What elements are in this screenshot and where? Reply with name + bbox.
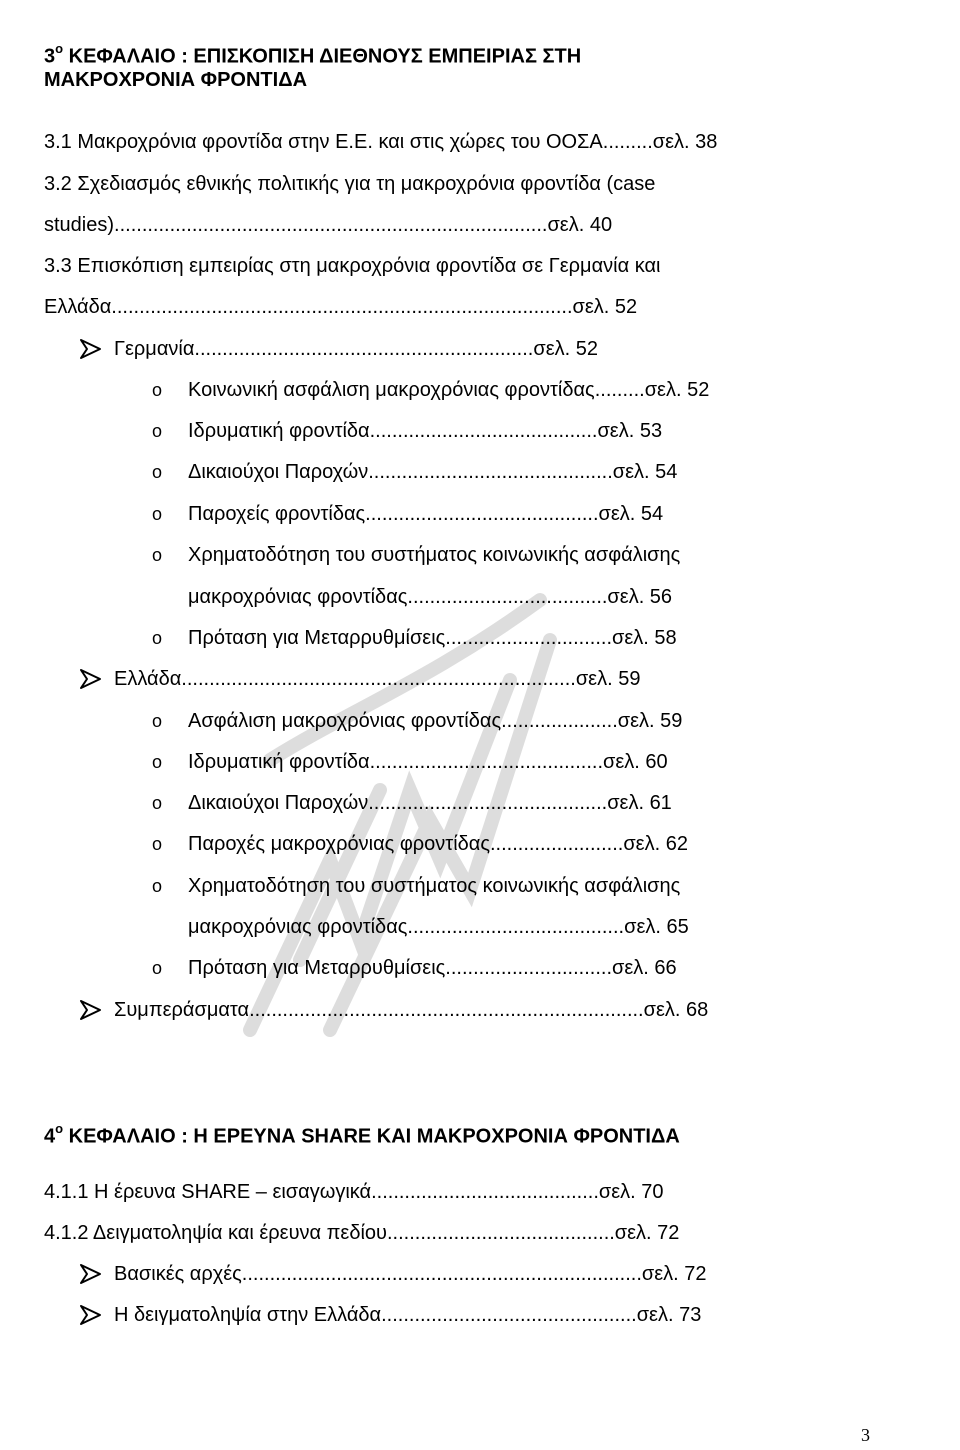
- circle-bullet-icon: o: [152, 752, 163, 772]
- toc-entry[interactable]: Πρόταση για Μεταρρυθμίσεις..............................σελ. 66: [188, 957, 677, 979]
- circle-bullet-icon: o: [152, 628, 163, 648]
- chapter-4-heading: [44, 1118, 680, 1150]
- arrowhead-bullet-icon: [78, 668, 104, 690]
- toc-entry[interactable]: 3.1 Μακροχρόνια φροντίδα στην Ε.Ε. και στις χώρες του ΟΟΣΑ.........σελ. 38: [44, 131, 718, 153]
- toc-entry[interactable]: Ασφάλιση μακροχρόνιας φροντίδας.....................σελ. 59: [188, 710, 683, 732]
- chapter-4-title: ΚΕΦΑΛΑΙΟ : Η ΕΡΕΥΝΑ SHARE ΚΑΙ ΜΑΚΡΟΧΡΟΝΙΑ ΦΡΟΝΤΙΔΑ: [63, 1125, 680, 1148]
- circle-bullet-icon: o: [152, 876, 163, 896]
- toc-entry[interactable]: Η δειγματοληψία στην Ελλάδα..............................................σελ. 73: [114, 1304, 702, 1326]
- chapter-4-ordinal: ο: [55, 1121, 64, 1136]
- toc-entry[interactable]: Δικαιούχοι Παροχών...........................................σελ. 61: [188, 792, 672, 814]
- circle-bullet-icon: o: [152, 504, 163, 524]
- arrowhead-bullet-icon: [78, 1304, 104, 1326]
- chapter-4-number: 4: [44, 1125, 56, 1148]
- chapter-3-heading-line-2: ΜΑΚΡΟΧΡΟΝΙΑ ΦΡΟΝΤΙΔΑ: [44, 69, 308, 91]
- toc-entry[interactable]: Δικαιούχοι Παροχών............................................σελ. 54: [188, 461, 678, 483]
- chapter-3-ordinal: ο: [55, 41, 64, 56]
- toc-entry[interactable]: Βασικές αρχές........................................................................σελ. 72: [114, 1263, 707, 1285]
- toc-entry: Χρηματοδότηση του συστήματος κοινωνικής ασφάλισης: [188, 544, 681, 566]
- circle-bullet-icon: o: [152, 834, 163, 854]
- circle-bullet-icon: o: [152, 793, 163, 813]
- toc-entry[interactable]: 4.1.2 Δειγματοληψία και έρευνα πεδίου.........................................σελ. 72: [44, 1222, 680, 1244]
- toc-entry[interactable]: μακροχρόνιας φροντίδας....................................σελ. 56: [188, 586, 673, 608]
- chapter-3-title-line-1: ΚΕΦΑΛΑΙΟ : ΕΠΙΣΚΟΠΙΣΗ ΔΙΕΘΝΟΥΣ ΕΜΠΕΙΡΙΑΣ ΣΤΗ: [63, 45, 582, 68]
- toc-entry: Χρηματοδότηση του συστήματος κοινωνικής ασφάλισης: [188, 875, 681, 897]
- toc-entry[interactable]: Ιδρυματική φροντίδα.........................................σελ. 53: [188, 420, 663, 442]
- page-number: 3: [861, 1425, 870, 1445]
- toc-entry[interactable]: Ιδρυματική φροντίδα..........................................σελ. 60: [188, 751, 668, 773]
- circle-bullet-icon: o: [152, 958, 163, 978]
- circle-bullet-icon: o: [152, 545, 163, 565]
- circle-bullet-icon: o: [152, 462, 163, 482]
- toc-entry: 3.3 Επισκόπιση εμπειρίας στη μακροχρόνια φροντίδα σε Γερμανία και: [44, 255, 661, 277]
- circle-bullet-icon: o: [152, 421, 163, 441]
- arrowhead-bullet-icon: [78, 1263, 104, 1285]
- toc-entry[interactable]: Κοινωνική ασφάλιση μακροχρόνιας φροντίδας.........σελ. 52: [188, 379, 710, 401]
- toc-entry[interactable]: Ελλάδα.......................................................................σελ. 59: [114, 668, 641, 690]
- chapter-3-number: 3: [44, 45, 56, 68]
- toc-entry[interactable]: studies)..............................................................................σελ. 40: [44, 214, 613, 236]
- circle-bullet-icon: o: [152, 380, 163, 400]
- toc-entry[interactable]: μακροχρόνιας φροντίδας.......................................σελ. 65: [188, 916, 689, 938]
- toc-entry[interactable]: Παροχές μακροχρόνιας φροντίδας........................σελ. 62: [188, 833, 688, 855]
- toc-entry[interactable]: Παροχείς φροντίδας..........................................σελ. 54: [188, 503, 664, 525]
- toc-entry[interactable]: Συμπεράσματα.......................................................................σελ. 68: [114, 999, 709, 1021]
- arrowhead-bullet-icon: [78, 999, 104, 1021]
- toc-entry[interactable]: Γερμανία.............................................................σελ. 52: [114, 338, 598, 360]
- chapter-3-heading: [44, 38, 581, 70]
- toc-entry[interactable]: Ελλάδα...................................................................................σελ. 52: [44, 296, 638, 318]
- arrowhead-bullet-icon: [78, 338, 104, 360]
- toc-entry[interactable]: 4.1.1 Η έρευνα SHARE – εισαγωγικά.........................................σελ. 70: [44, 1181, 664, 1203]
- toc-entry[interactable]: Πρόταση για Μεταρρυθμίσεις..............................σελ. 58: [188, 627, 677, 649]
- circle-bullet-icon: o: [152, 711, 163, 731]
- toc-entry: 3.2 Σχεδιασμός εθνικής πολιτικής για τη μακροχρόνια φροντίδα (case: [44, 173, 656, 195]
